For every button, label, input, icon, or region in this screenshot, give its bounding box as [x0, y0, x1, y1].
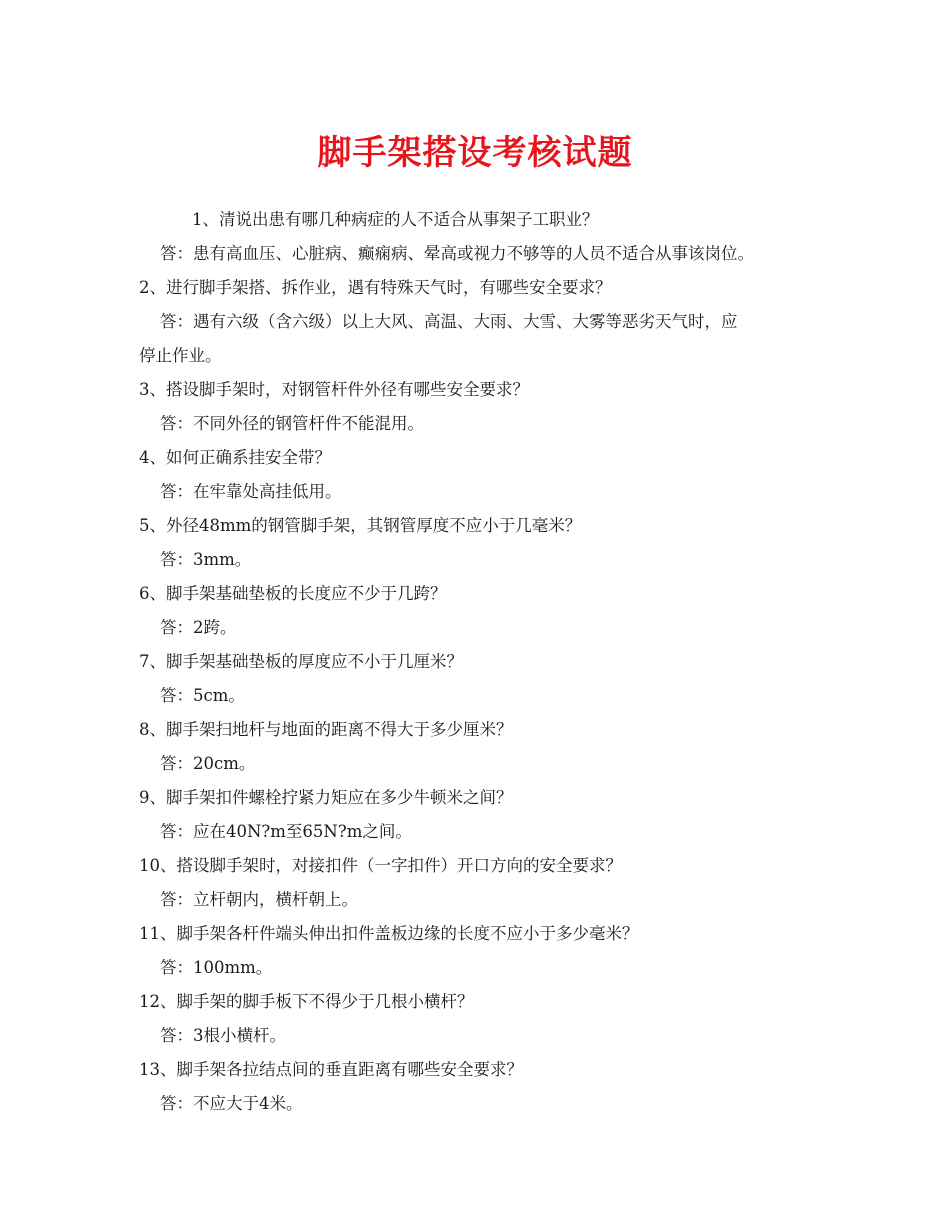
- question-8: 8、脚手架扫地杆与地面的距离不得大于多少厘米？: [139, 720, 513, 739]
- answer-3: 答：不同外径的钢管杆件不能混用。: [160, 414, 424, 433]
- answer-13: 答：不应大于4米。: [160, 1094, 303, 1113]
- answer-2: 答：遇有六级（含六级）以上大风、高温、大雨、大雪、大雾等恶劣天气时，应: [160, 312, 738, 331]
- answer-2-continued: 停止作业。: [139, 346, 222, 365]
- answer-9: 答：应在40N?m至65N?m之间。: [160, 822, 412, 841]
- question-6: 6、脚手架基础垫板的长度应不少于几跨？: [139, 584, 447, 603]
- answer-6: 答：2跨。: [160, 618, 237, 637]
- question-2: 2、进行脚手架搭、拆作业，遇有特殊天气时，有哪些安全要求？: [139, 278, 612, 297]
- question-10: 10、搭设脚手架时，对接扣件（一字扣件）开口方向的安全要求？: [139, 856, 622, 875]
- question-5: 5、外径48mm的钢管脚手架，其钢管厚度不应小于几毫米？: [139, 516, 582, 535]
- question-9: 9、脚手架扣件螺栓拧紧力矩应在多少牛顿米之间？: [139, 788, 513, 807]
- answer-1: 答：患有高血压、心脏病、癫痫病、晕高或视力不够等的人员不适合从事该岗位。: [160, 244, 754, 263]
- question-11: 11、脚手架各杆件端头伸出扣件盖板边缘的长度不应小于多少毫米？: [139, 924, 639, 943]
- question-3: 3、搭设脚手架时，对钢管杆件外径有哪些安全要求？: [139, 380, 529, 399]
- question-7: 7、脚手架基础垫板的厚度应不小于几厘米？: [139, 652, 463, 671]
- answer-10: 答：立杆朝内，横杆朝上。: [160, 890, 358, 909]
- answer-7: 答：5cm。: [160, 686, 245, 705]
- question-12: 12、脚手架的脚手板下不得少于几根小横杆？: [139, 992, 474, 1011]
- answer-11: 答：100mm。: [160, 958, 273, 977]
- answer-12: 答：3根小横杆。: [160, 1026, 286, 1045]
- question-4: 4、如何正确系挂安全带？: [139, 448, 331, 467]
- answer-5: 答：3mm。: [160, 550, 252, 569]
- question-13: 13、脚手架各拉结点间的垂直距离有哪些安全要求？: [139, 1060, 523, 1079]
- question-1: 1、清说出患有哪几种病症的人不适合从事架子工职业？: [192, 210, 599, 229]
- answer-4: 答：在牢靠处高挂低用。: [160, 482, 342, 501]
- answer-8: 答：20cm。: [160, 754, 256, 773]
- page-title: 脚手架搭设考核试题: [317, 133, 633, 173]
